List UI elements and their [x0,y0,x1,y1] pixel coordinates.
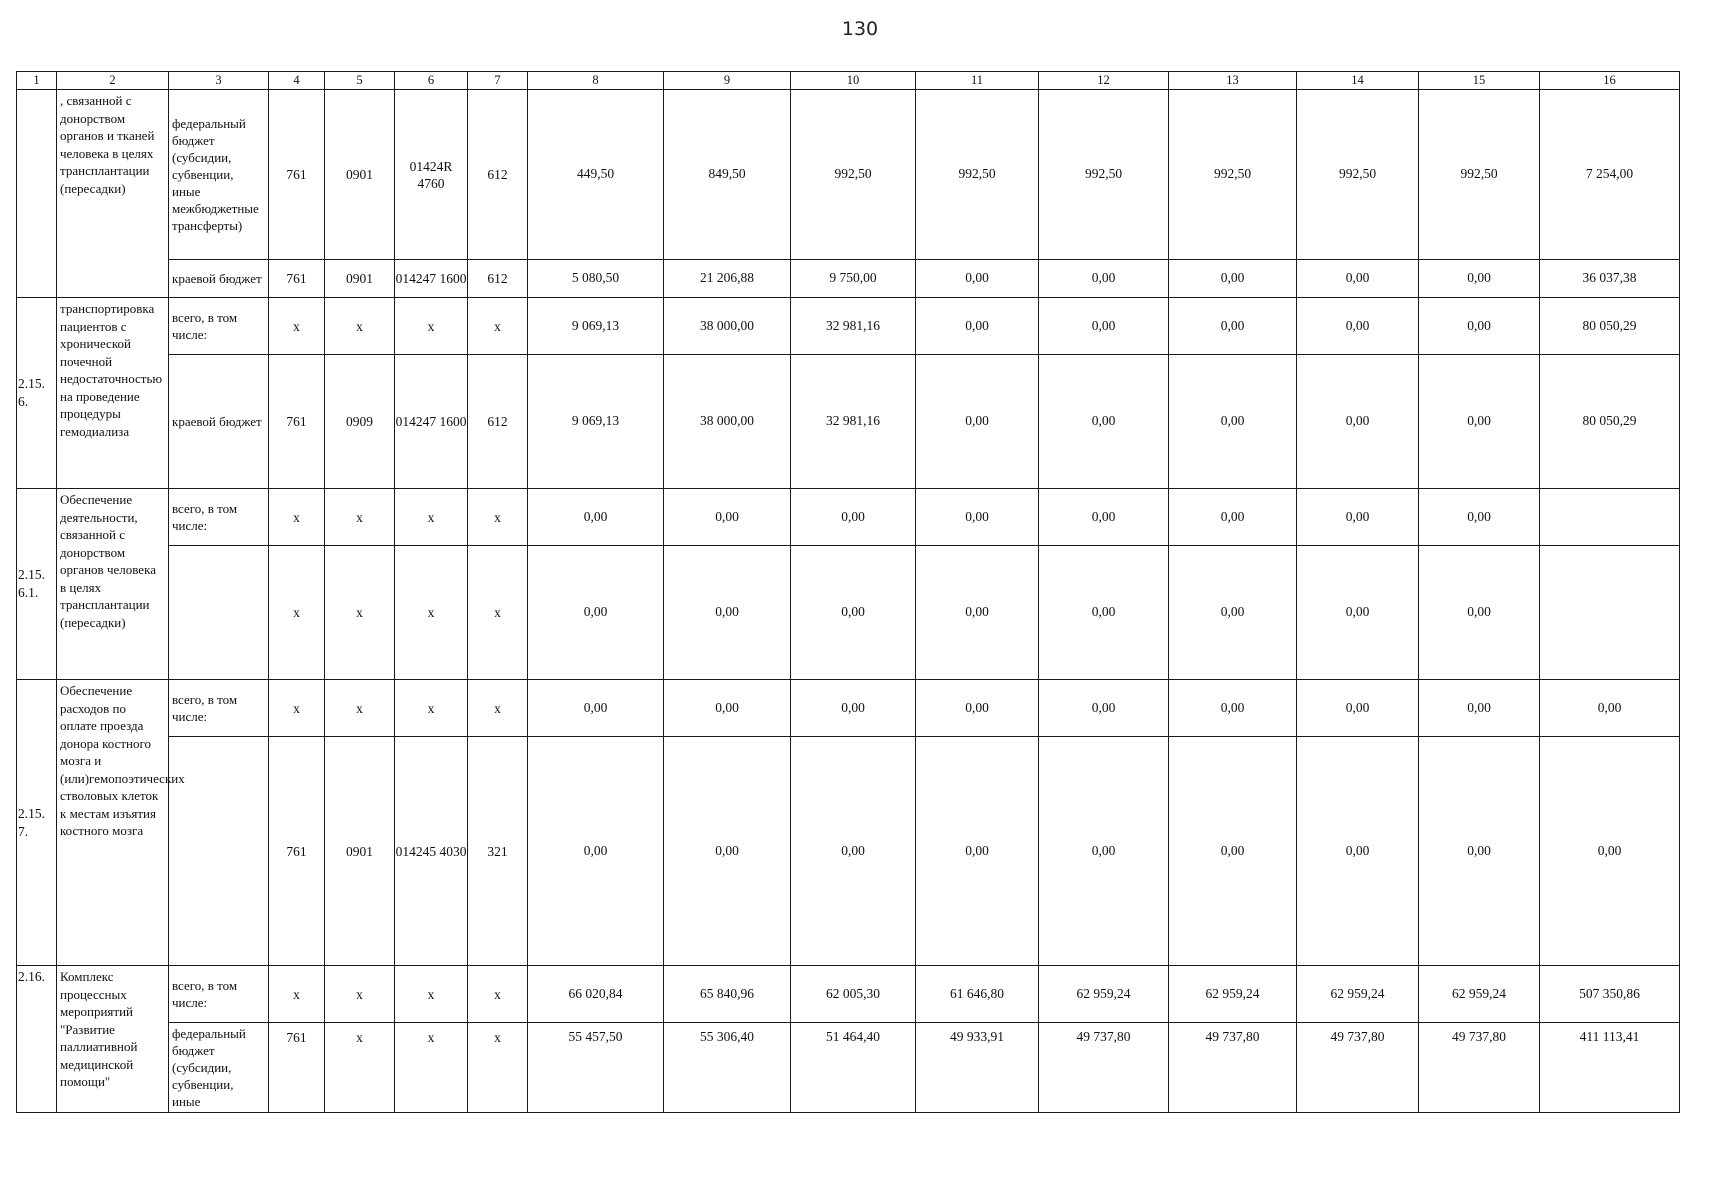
funding-source: федеральный бюджет (субсидии, субвенции, иные [169,1023,269,1113]
value-cell: 38 000,00 [664,298,791,355]
value-cell: 49 737,80 [1169,1023,1297,1113]
code-cell: 612 [468,355,528,489]
value-cell: 49 933,91 [916,1023,1039,1113]
value-cell: 0,00 [791,546,916,680]
value-cell: 0,00 [1419,298,1540,355]
value-cell: 62 959,24 [1297,966,1419,1023]
value-cell: 992,50 [791,90,916,260]
funding-source: всего, в том числе: [169,298,269,355]
value-cell: 0,00 [1419,260,1540,298]
value-cell: 0,00 [1540,737,1680,966]
value-cell: 0,00 [1039,546,1169,680]
value-cell [1540,489,1680,546]
code-cell: 014247 1600 [395,355,468,489]
value-cell: 0,00 [916,737,1039,966]
value-cell: 49 737,80 [1039,1023,1169,1113]
funding-source: всего, в том числе: [169,966,269,1023]
value-cell: 61 646,80 [916,966,1039,1023]
value-cell: 0,00 [791,737,916,966]
value-cell: 411 113,41 [1540,1023,1680,1113]
code-cell: x [468,680,528,737]
item-number: 2.16. [17,966,57,1113]
code-cell: x [269,298,325,355]
column-header: 4 [269,72,325,90]
item-name: Обеспечение расходов по оплате проезда донора костного мозга и (или)гемопоэтических стволовых клеток к местам изъятия костного мозга [57,680,169,966]
table-row [17,489,1680,546]
code-cell: x [325,1023,395,1113]
code-cell: x [269,546,325,680]
funding-source: краевой бюджет [169,355,269,489]
value-cell: 0,00 [791,489,916,546]
item-number: 2.15. 6. [17,298,57,489]
value-cell: 36 037,38 [1540,260,1680,298]
value-cell: 5 080,50 [528,260,664,298]
code-cell: x [325,546,395,680]
code-cell: 0901 [325,737,395,966]
value-cell: 0,00 [528,680,664,737]
value-cell: 32 981,16 [791,298,916,355]
value-cell: 849,50 [664,90,791,260]
code-cell: x [325,966,395,1023]
value-cell: 0,00 [664,489,791,546]
value-cell: 0,00 [664,680,791,737]
value-cell: 0,00 [1297,260,1419,298]
value-cell: 9 750,00 [791,260,916,298]
value-cell: 62 959,24 [1419,966,1540,1023]
value-cell: 992,50 [916,90,1039,260]
code-cell: x [468,966,528,1023]
code-cell: 321 [468,737,528,966]
code-cell: x [325,680,395,737]
value-cell: 992,50 [1169,90,1297,260]
value-cell: 65 840,96 [664,966,791,1023]
code-cell: 01424R 4760 [395,90,468,260]
value-cell [1540,546,1680,680]
column-header: 7 [468,72,528,90]
value-cell: 7 254,00 [1540,90,1680,260]
value-cell: 32 981,16 [791,355,916,489]
value-cell: 0,00 [791,680,916,737]
value-cell: 992,50 [1419,90,1540,260]
column-header: 6 [395,72,468,90]
value-cell: 0,00 [1297,489,1419,546]
funding-source: краевой бюджет [169,260,269,298]
value-cell: 0,00 [1419,737,1540,966]
value-cell: 0,00 [1297,680,1419,737]
value-cell: 992,50 [1297,90,1419,260]
code-cell: x [395,298,468,355]
value-cell: 0,00 [528,546,664,680]
code-cell: 761 [269,90,325,260]
code-cell: 761 [269,355,325,489]
value-cell: 55 306,40 [664,1023,791,1113]
value-cell: 0,00 [1540,680,1680,737]
code-cell: x [269,680,325,737]
code-cell: x [395,489,468,546]
funding-source: всего, в том числе: [169,489,269,546]
item-name: транспортировка пациентов с хронической почечной недостаточностью на проведение процедуры гемодиализа [57,298,169,489]
value-cell: 9 069,13 [528,298,664,355]
table-row [17,1023,1680,1113]
table-row [17,260,1680,298]
column-header: 11 [916,72,1039,90]
value-cell: 0,00 [1297,546,1419,680]
value-cell: 38 000,00 [664,355,791,489]
funding-source [169,546,269,680]
code-cell: x [395,680,468,737]
value-cell: 80 050,29 [1540,355,1680,489]
column-number-row [17,72,1680,90]
code-cell: 612 [468,90,528,260]
column-header: 1 [17,72,57,90]
code-cell: 014245 4030 [395,737,468,966]
code-cell: x [468,1023,528,1113]
value-cell: 9 069,13 [528,355,664,489]
column-header: 13 [1169,72,1297,90]
value-cell: 0,00 [1169,298,1297,355]
value-cell: 0,00 [528,737,664,966]
value-cell: 0,00 [1169,737,1297,966]
item-name: , связанной с донорством органов и тканей человека в целях трансплантации (пересадки) [57,90,169,298]
value-cell: 0,00 [664,737,791,966]
code-cell: 0901 [325,260,395,298]
table-row [17,737,1680,966]
column-header: 9 [664,72,791,90]
value-cell: 51 464,40 [791,1023,916,1113]
funding-source: всего, в том числе: [169,680,269,737]
code-cell: x [395,546,468,680]
column-header: 10 [791,72,916,90]
value-cell: 507 350,86 [1540,966,1680,1023]
value-cell: 0,00 [916,260,1039,298]
item-name: Обеспечение деятельности, связанной с донорством органов человека в целях трансплантации (пересадки) [57,489,169,680]
value-cell: 0,00 [916,680,1039,737]
value-cell: 0,00 [1169,680,1297,737]
column-header: 15 [1419,72,1540,90]
value-cell: 0,00 [916,546,1039,680]
code-cell: x [395,966,468,1023]
value-cell: 21 206,88 [664,260,791,298]
code-cell: x [325,489,395,546]
value-cell: 0,00 [1297,298,1419,355]
code-cell: 0901 [325,90,395,260]
table-row [17,298,1680,355]
value-cell: 0,00 [1169,355,1297,489]
page-number: 130 [841,18,879,40]
table-row [17,355,1680,489]
code-cell: 612 [468,260,528,298]
code-cell: x [468,298,528,355]
value-cell: 0,00 [1039,355,1169,489]
funding-source: федеральный бюджет (субсидии, субвенции, иные межбюджетные трансферты) [169,90,269,260]
column-header: 3 [169,72,269,90]
value-cell: 62 959,24 [1039,966,1169,1023]
table-row [17,90,1680,260]
value-cell: 0,00 [1039,680,1169,737]
column-header: 14 [1297,72,1419,90]
value-cell: 0,00 [1169,489,1297,546]
value-cell: 0,00 [1039,489,1169,546]
code-cell: x [468,489,528,546]
item-number: 2.15. 7. [17,680,57,966]
value-cell: 0,00 [916,489,1039,546]
value-cell: 0,00 [1039,260,1169,298]
column-header: 2 [57,72,169,90]
value-cell: 55 457,50 [528,1023,664,1113]
item-name: Комплекс процессных мероприятий "Развитие паллиативной медицинской помощи" [57,966,169,1113]
item-number: 2.15. 6.1. [17,489,57,680]
item-number [17,90,57,298]
table-row [17,546,1680,680]
column-header: 12 [1039,72,1169,90]
code-cell: x [468,546,528,680]
code-cell: x [269,489,325,546]
value-cell: 0,00 [916,298,1039,355]
code-cell: x [395,1023,468,1113]
value-cell: 49 737,80 [1297,1023,1419,1113]
column-header: 16 [1540,72,1680,90]
value-cell: 66 020,84 [528,966,664,1023]
value-cell: 0,00 [1297,355,1419,489]
column-header: 5 [325,72,395,90]
code-cell: 761 [269,737,325,966]
value-cell: 0,00 [1419,546,1540,680]
value-cell: 449,50 [528,90,664,260]
code-cell: x [325,298,395,355]
value-cell: 0,00 [1419,355,1540,489]
code-cell: 0909 [325,355,395,489]
value-cell: 0,00 [1039,298,1169,355]
code-cell: 761 [269,260,325,298]
value-cell: 0,00 [1169,260,1297,298]
value-cell: 0,00 [528,489,664,546]
value-cell: 0,00 [1039,737,1169,966]
table-row [17,680,1680,737]
value-cell: 992,50 [1039,90,1169,260]
code-cell: 761 [269,1023,325,1113]
value-cell: 80 050,29 [1540,298,1680,355]
value-cell: 49 737,80 [1419,1023,1540,1113]
table-row [17,966,1680,1023]
value-cell: 62 005,30 [791,966,916,1023]
column-header: 8 [528,72,664,90]
value-cell: 0,00 [916,355,1039,489]
value-cell: 0,00 [1419,489,1540,546]
code-cell: 014247 1600 [395,260,468,298]
value-cell: 0,00 [1169,546,1297,680]
value-cell: 62 959,24 [1169,966,1297,1023]
code-cell: x [269,966,325,1023]
value-cell: 0,00 [1297,737,1419,966]
value-cell: 0,00 [1419,680,1540,737]
budget-table [16,71,1680,1113]
value-cell: 0,00 [664,546,791,680]
